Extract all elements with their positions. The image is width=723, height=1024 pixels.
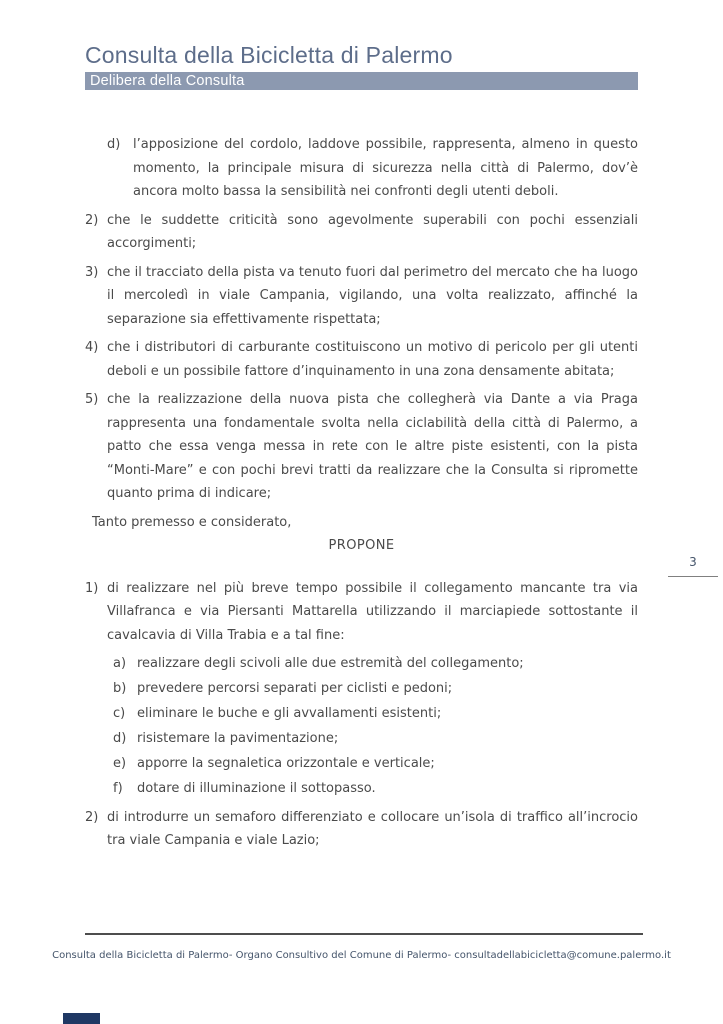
premise-subitem-d bbox=[85, 133, 638, 204]
list-text: che i distributori di carburante costituiscono un motivo di pericolo per gli utenti deboli e un possibile fattore d’inquinamento in una zona densamente abitata; bbox=[107, 340, 638, 379]
list-text: che la realizzazione della nuova pista che collegherà via Dante a via Praga rappresenta una fondamentale svolta nella ciclabilità della città di Palermo, a patto che essa venga messa in rete con le altre piste esistenti, con la pista “Monti-Mare” e con pochi brevi tratti da realizzare che la Consulta si ripromette quanto prima di indicare; bbox=[107, 392, 638, 501]
subtitle-text: Delibera della Consulta bbox=[90, 73, 245, 89]
footer-text: Consulta della Bicicletta di Palermo- Organo Consultivo del Comune di Palermo- consultadellabicicletta@comune.palermo.it bbox=[52, 950, 671, 961]
proposal-subitem-e bbox=[85, 752, 638, 776]
proposal-subitem-b bbox=[85, 677, 638, 701]
list-text: che il tracciato della pista va tenuto fuori dal perimetro del mercato che ha luogo il mercoledì in viale Campania, vigilando, una volta realizzato, affinché la separazione sia effettivamente rispettata; bbox=[107, 264, 638, 327]
document-header bbox=[85, 42, 638, 90]
subtitle-bar bbox=[85, 72, 638, 90]
proposal-item-1 bbox=[85, 577, 638, 648]
section-heading: PROPONE bbox=[328, 538, 395, 553]
proposal-1-sublist bbox=[85, 652, 638, 801]
proposal-subitem-a bbox=[85, 652, 638, 676]
page-number-rule bbox=[668, 576, 718, 577]
document-title: Consulta della Bicicletta di Palermo bbox=[85, 42, 453, 68]
closing-line: Tanto premesso e considerato, bbox=[92, 514, 292, 530]
list-text: realizzare degli scivoli alle due estremità del collegamento; bbox=[137, 656, 524, 671]
premise-item-5 bbox=[85, 388, 638, 506]
list-label: a) bbox=[113, 656, 127, 671]
page-number: 3 bbox=[689, 555, 697, 569]
list-label: 5) bbox=[85, 392, 99, 407]
list-text: l’apposizione del cordolo, laddove possibile, rappresenta, almeno in questo momento, la principale misura di sicurezza nella città di Palermo, dov’è ancora molto bassa la sensibilità nei confronti degli utenti deboli. bbox=[133, 137, 638, 199]
premise-item-3 bbox=[85, 261, 638, 332]
list-text: dotare di illuminazione il sottopasso. bbox=[137, 781, 376, 796]
page-corner-mark bbox=[63, 1013, 100, 1024]
proposal-subitem-d bbox=[85, 727, 638, 751]
footer-rule bbox=[85, 933, 643, 935]
list-text: apporre la segnaletica orizzontale e verticale; bbox=[137, 756, 435, 771]
list-label: 1) bbox=[85, 580, 99, 596]
premise-item-2 bbox=[85, 209, 638, 256]
list-label: d) bbox=[113, 731, 127, 746]
list-label: 3) bbox=[85, 264, 99, 280]
list-text: di realizzare nel più breve tempo possibile il collegamento mancante tra via Villafranca e via Piersanti Mattarella utilizzando il marciapiede sottostante il cavalcavia di Villa Trabia e a tal fine: bbox=[107, 580, 638, 643]
list-text: eliminare le buche e gli avvallamenti esistenti; bbox=[137, 706, 442, 721]
list-text: risistemare la pavimentazione; bbox=[137, 731, 339, 746]
premise-item-4 bbox=[85, 336, 638, 383]
list-label: 2) bbox=[85, 212, 99, 228]
list-text: prevedere percorsi separati per ciclisti e pedoni; bbox=[137, 681, 453, 696]
proposal-item-2 bbox=[85, 806, 638, 853]
list-label: f) bbox=[113, 781, 123, 796]
proposal-subitem-c bbox=[85, 702, 638, 726]
list-label: b) bbox=[113, 681, 127, 696]
list-label: 2) bbox=[85, 809, 99, 825]
page-number-block bbox=[668, 552, 718, 577]
list-label: 4) bbox=[85, 340, 99, 355]
document-body bbox=[85, 133, 638, 858]
proposal-subitem-f bbox=[85, 777, 638, 801]
list-label: c) bbox=[113, 706, 126, 721]
list-text: che le suddette criticità sono agevolmente superabili con pochi essenziali accorgimenti; bbox=[107, 212, 638, 251]
list-label: e) bbox=[113, 756, 127, 771]
list-text: di introdurre un semaforo differenziato e collocare un’isola di traffico all’incrocio tra viale Campania e viale Lazio; bbox=[107, 809, 638, 848]
list-label: d) bbox=[107, 137, 121, 152]
